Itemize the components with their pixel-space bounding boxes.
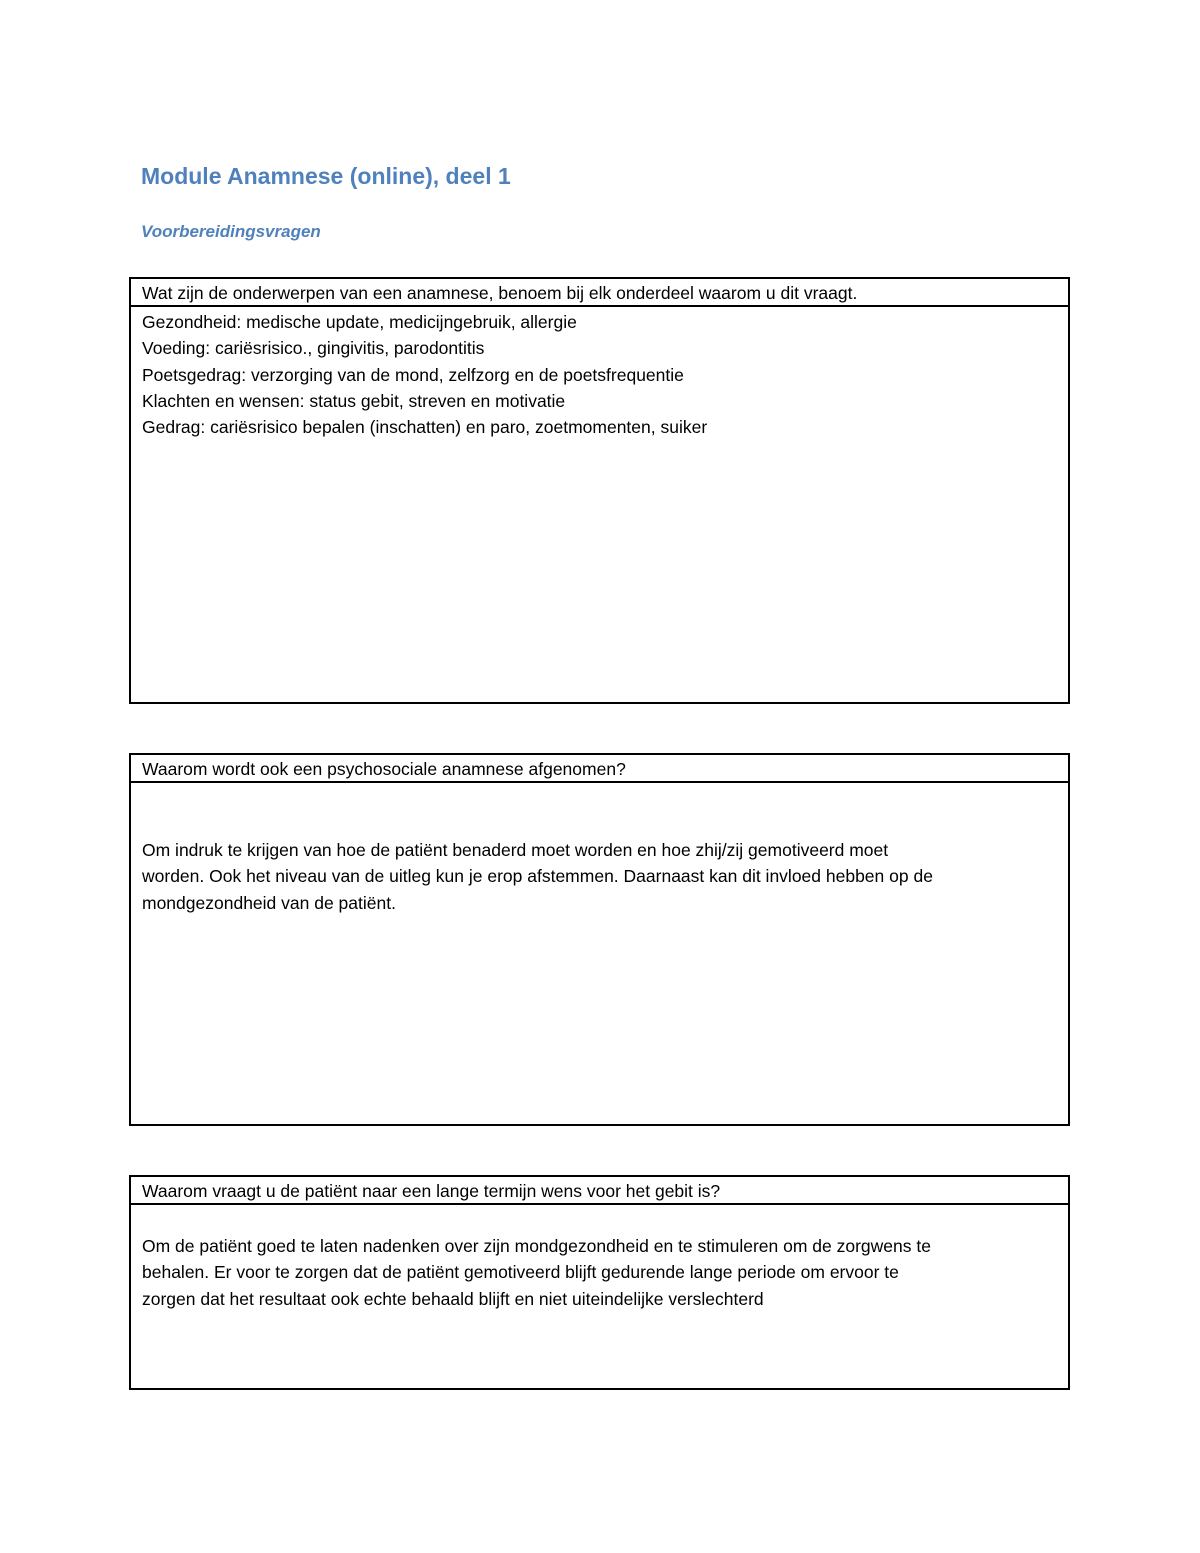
question-3-text: Waarom vraagt u de patiënt naar een lange termijn wens voor het gebit is?	[131, 1177, 1068, 1205]
question-1-text: Wat zijn de onderwerpen van een anamnese, benoem bij elk onderdeel waarom u dit vraagt.	[131, 279, 1068, 307]
answer-1-field[interactable]	[131, 307, 1068, 440]
document-subtitle: Voorbereidingsvragen	[141, 222, 321, 241]
answer-line: Gezondheid: medische update, medicijngebruik, allergie	[142, 312, 577, 332]
answer-line: Klachten en wensen: status gebit, streven en motivatie	[142, 390, 566, 411]
answer-2-field[interactable]	[131, 783, 1068, 916]
answer-line: Om de patiënt goed te laten nadenken over zijn mondgezondheid en te stimuleren om de zorgwens te	[142, 1236, 931, 1256]
answer-line: Voeding: cariësrisico., gingivitis, parodontitis	[142, 338, 485, 359]
question-2-text: Waarom wordt ook een psychosociale anamnese afgenomen?	[131, 755, 1068, 783]
answer-line: zorgen dat het resultaat ook echte behaald blijft en niet uiteindelijke verslechterd	[142, 1288, 764, 1309]
question-box-2	[129, 753, 1070, 1126]
answer-line: Gedrag: cariësrisico bepalen (inschatten) en paro, zoetmomenten, suiker	[142, 417, 708, 438]
answer-line: Poetsgedrag: verzorging van de mond, zelfzorg en de poetsfrequentie	[142, 364, 684, 385]
question-box-3	[129, 1175, 1070, 1390]
answer-line: mondgezondheid van de patiënt.	[142, 892, 396, 913]
answer-line: Om indruk te krijgen van hoe de patiënt benaderd moet worden en hoe zhij/zij gemotiveerd moet	[142, 840, 889, 860]
answer-line: behalen. Er voor te zorgen dat de patiënt gemotiveerd blijft gedurende lange periode om ervoor te	[142, 1262, 899, 1283]
document-title: Module Anamnese (online), deel 1	[141, 163, 511, 189]
answer-3-field[interactable]	[131, 1205, 1068, 1312]
question-box-1	[129, 277, 1070, 704]
answer-line: worden. Ook het niveau van de uitleg kun je erop afstemmen. Daarnaast kan dit invloed hebben op de	[142, 866, 933, 887]
